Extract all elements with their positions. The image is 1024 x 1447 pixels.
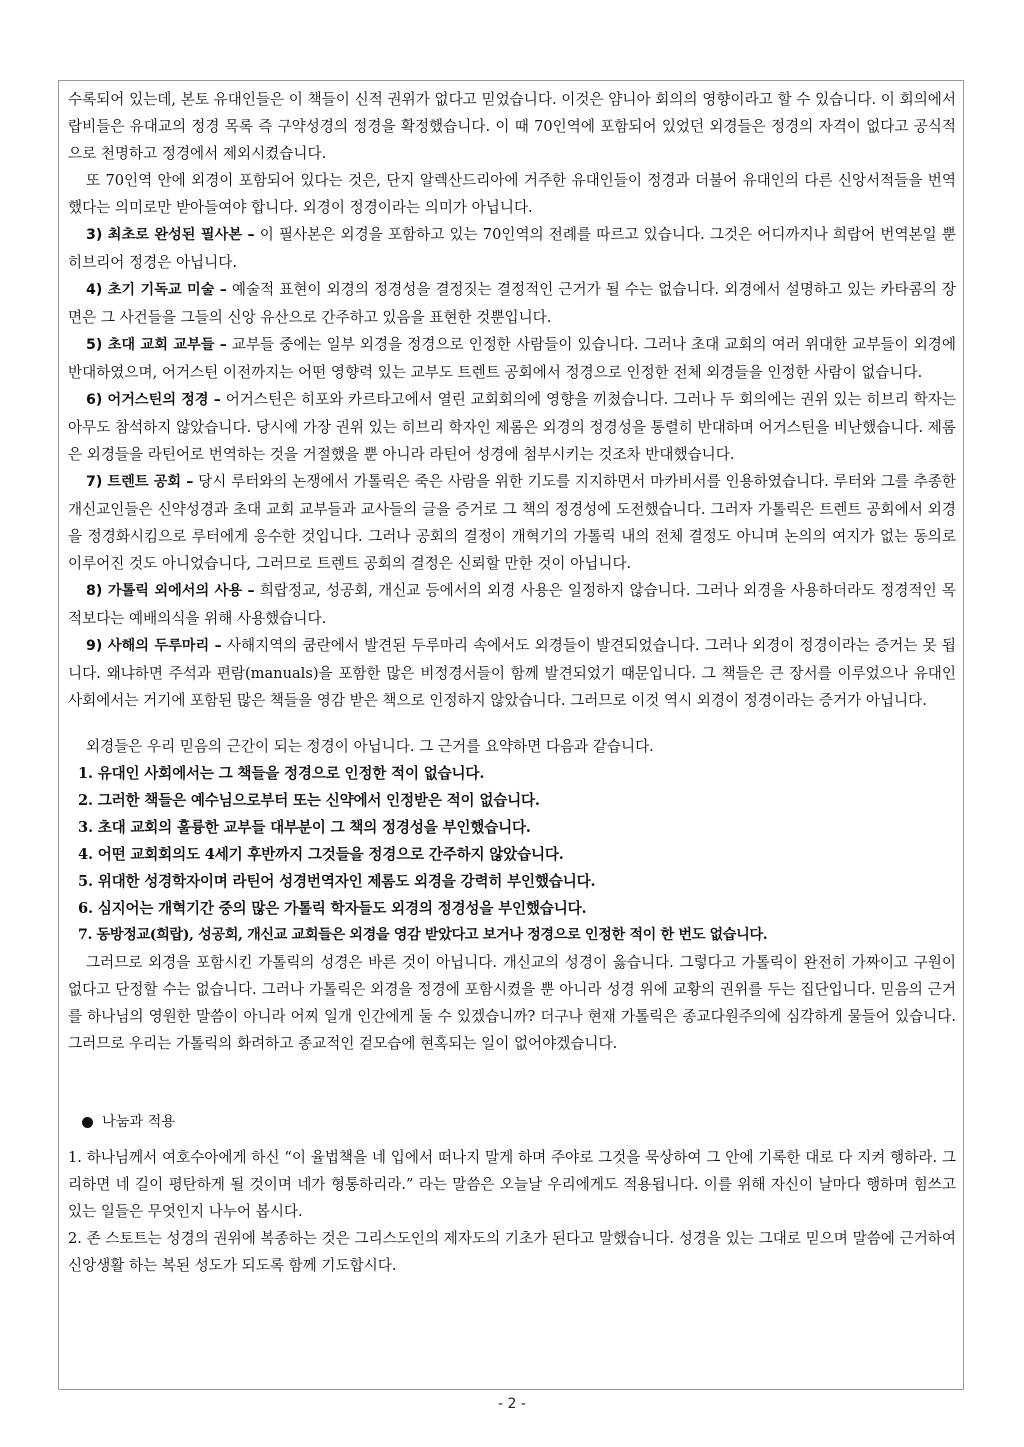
summary-item: 3. 초대 교회의 훌륭한 교부들 대부분이 그 책의 정경성을 부인했습니다. — [78, 819, 531, 836]
summary-item: 2. 그러한 책들은 예수님으로부터 또는 신약에서 인정받은 적이 없습니다. — [78, 792, 540, 809]
section-6 — [68, 386, 956, 468]
page-number: - 2 - — [498, 1396, 526, 1412]
section-heading: 6) 어거스틴의 정경 – — [86, 392, 221, 408]
section-heading: 5) 초대 교회 교부들 – — [86, 337, 227, 353]
section-text: 어거스틴은 히포와 카르타고에서 열린 교회회의에 영향을 끼쳤습니다. 그러나 두 회의에는 권위 있는 히브리 학자는 아무도 참석하지 않았습니다. 당시에 가장 권위 있는 히브리 학자인 제롬은 외경의 정경성을 통렬히 반대하며 어거스틴을 비난했습니다. 제롬은 외경들을 라틴어로 번역하는 것을 거절했을 뿐 아니라 라틴어 성경에 첨부시키는 것조차 반대했습니다. — [68, 391, 956, 463]
summary-item: 7. 동방정교(희랍), 성공회, 개신교 교회들은 외경을 영감 받았다고 보거나 정경으로 인정한 적이 한 번도 없습니다. — [78, 927, 768, 943]
section-heading: 3) 최초로 완성된 필사본 – — [86, 227, 255, 243]
summary-item: 1. 유대인 사회에서는 그 책들을 정경으로 인정한 적이 없습니다. — [78, 765, 485, 782]
spacer — [68, 714, 956, 733]
intro-paragraph-2: 또 70인역 안에 외경이 포함되어 있다는 것은, 단지 알렉산드리아에 거주한 유대인들이 정경과 더불어 유대인의 다른 신앙서적들을 번역했다는 의미로만 받아들여야 합니다. 외경이 정경이라는 의미가 아닙니다. — [68, 172, 956, 216]
section-8 — [68, 577, 956, 632]
section-7 — [68, 468, 956, 577]
bullet-icon — [82, 1117, 93, 1128]
section-text: 당시 루터와의 논쟁에서 가톨릭은 죽은 사람을 위한 기도를 지지하면서 마카비서를 인용하였습니다. 루터와 그를 추종한 개신교인들은 신약성경과 초대 교회 교부들과 교사들의 글을 증거로 그 책의 정경성에 도전했습니다. 그러자 가톨릭은 트렌트 공회에서 외경을 정경화시킴으로 루터에게 응수한 것입니다. 그러나 공회의 결정이 개혁기의 가톨릭 내의 전체 결정도 아니며 논의의 여지가 없는 동의로 이루어진 것도 아니었습니다, 그러므로 트렌트 공회의 결정은 신뢰할 만한 것이 아닙니다. — [68, 473, 956, 572]
document-body — [68, 86, 956, 1279]
section-heading: 4) 초기 기독교 미술 – — [86, 282, 227, 298]
section-text: 희랍정교, 성공회, 개신교 등에서의 외경 사용은 일정하지 않습니다. 그러나 외경을 사용하더라도 정경적인 목적보다는 예배의식을 위해 사용했습니다. — [68, 582, 956, 627]
summary-item: 6. 심지어는 개혁기간 중의 많은 가톨릭 학자들도 외경의 정경성을 부인했습니다. — [78, 900, 587, 917]
section-text: 사해지역의 쿰란에서 발견된 두루마리 속에서도 외경들이 발견되었습니다. 그러나 외경이 정경이라는 증거는 못 됩니다. 왜냐하면 주석과 편람(manuals)을 포함한 많은 비정경서들이 함께 발견되었기 때문입니다. 그 책들은 큰 장서를 이루었으나 유대인 사회에서는 거기에 포함된 많은 책들을 영감 받은 책으로 인정하지 않았습니다. 그러므로 이것 역시 외경이 정경이라는 증거가 아닙니다. — [68, 637, 956, 709]
section-text: 교부들 중에는 일부 외경을 정경으로 인정한 사람들이 있습니다. 그러나 초대 교회의 여러 위대한 교부들이 외경에 반대하였으며, 어거스틴 이전까지는 어떤 영향력 있는 교부도 트렌트 공회에서 정경으로 인정한 전체 외경들을 인정한 사람이 없습니다. — [68, 336, 956, 381]
section-text: 이 필사본은 외경을 포함하고 있는 70인역의 전례를 따르고 있습니다. 그것은 어디까지나 희랍어 번역본일 뿐 히브리어 정경은 아닙니다. — [68, 226, 956, 271]
spacer — [68, 1136, 956, 1144]
spacer — [68, 1057, 956, 1109]
intro-paragraph-1: 수록되어 있는데, 본토 유대인들은 이 책들이 신적 권위가 없다고 믿었습니다. 이것은 얌니아 회의의 영향이라고 할 수 있습니다. 이 회의에서 랍비들은 유대교의 정경 목록 즉 구약성경의 정경을 확정했습니다. 이 때 70인역에 포함되어 있었던 외경들은 정경의 자격이 없다고 공식적으로 천명하고 정경에서 제외시켰습니다. — [68, 91, 956, 162]
section-3 — [68, 221, 956, 276]
sharing-heading-label: 나눔과 적용 — [102, 1114, 176, 1130]
section-heading: 7) 트렌트 공회 – — [86, 474, 194, 490]
summary-conclusion: 그러므로 외경을 포함시킨 가톨릭의 성경은 바른 것이 아닙니다. 개신교의 성경이 옳습니다. 그렇다고 가톨릭이 완전히 가짜이고 구원이 없다고 단정할 수는 없습니다. 그러나 가톨릭은 외경을 정경에 포함시켰을 뿐 아니라 성경 위에 교황의 권위를 두는 집단입니다. 믿음의 근거를 하나님의 영원한 말씀이 아니라 어찌 일개 인간에게 둘 수 있겠습니까? 더구나 현재 가톨릭은 종교다원주의에 심각하게 물들어 있습니다. 그러므로 우리는 가톨릭의 화려하고 종교적인 겉모습에 현혹되는 일이 없어야겠습니다. — [68, 954, 956, 1052]
summary-item: 4. 어떤 교회회의도 4세기 후반까지 그것들을 정경으로 간주하지 않았습니다. — [78, 846, 564, 863]
section-heading: 9) 사해의 두루마리 – — [86, 638, 222, 654]
sharing-question-2: 2. 존 스토트는 성경의 권위에 복종하는 것은 그리스도인의 제자도의 기초가 된다고 말했습니다. 성경을 있는 그대로 믿으며 말씀에 근거하여 신앙생활 하는 복된 성도가 되도록 함께 기도합시다. — [68, 1230, 956, 1274]
section-4 — [68, 276, 956, 331]
section-text: 예술적 표현이 외경의 정경성을 결정짓는 결정적인 근거가 될 수는 없습니다. 외경에서 설명하고 있는 카타콤의 장면은 그 사건들을 그들의 신앙 유산으로 간주하고 있음을 표현한 것뿐입니다. — [68, 281, 956, 326]
section-heading: 8) 가톨릭 외에서의 사용 – — [86, 583, 255, 599]
summary-item: 5. 위대한 성경학자이며 라틴어 성경번역자인 제롬도 외경을 강력히 부인했습니다. — [78, 873, 596, 890]
sharing-heading — [68, 1109, 956, 1136]
summary-intro: 외경들은 우리 믿음의 근간이 되는 정경이 아닙니다. 그 근거를 요약하면 다음과 같습니다. — [86, 738, 654, 755]
sharing-question-1: 1. 하나님께서 여호수아에게 하신 “이 율법책을 네 입에서 떠나지 말게 하며 주야로 그것을 묵상하여 그 안에 기록한 대로 다 지켜 행하라. 그리하면 네 길이 평탄하게 될 것이며 네가 형통하리라.” 라는 말씀은 오늘날 우리에게도 적용됩니다. 이를 위해 자신이 날마다 행하며 힘쓰고 있는 일들은 무엇인지 나누어 봅시다. — [68, 1149, 956, 1220]
section-5 — [68, 331, 956, 386]
section-9 — [68, 632, 956, 714]
